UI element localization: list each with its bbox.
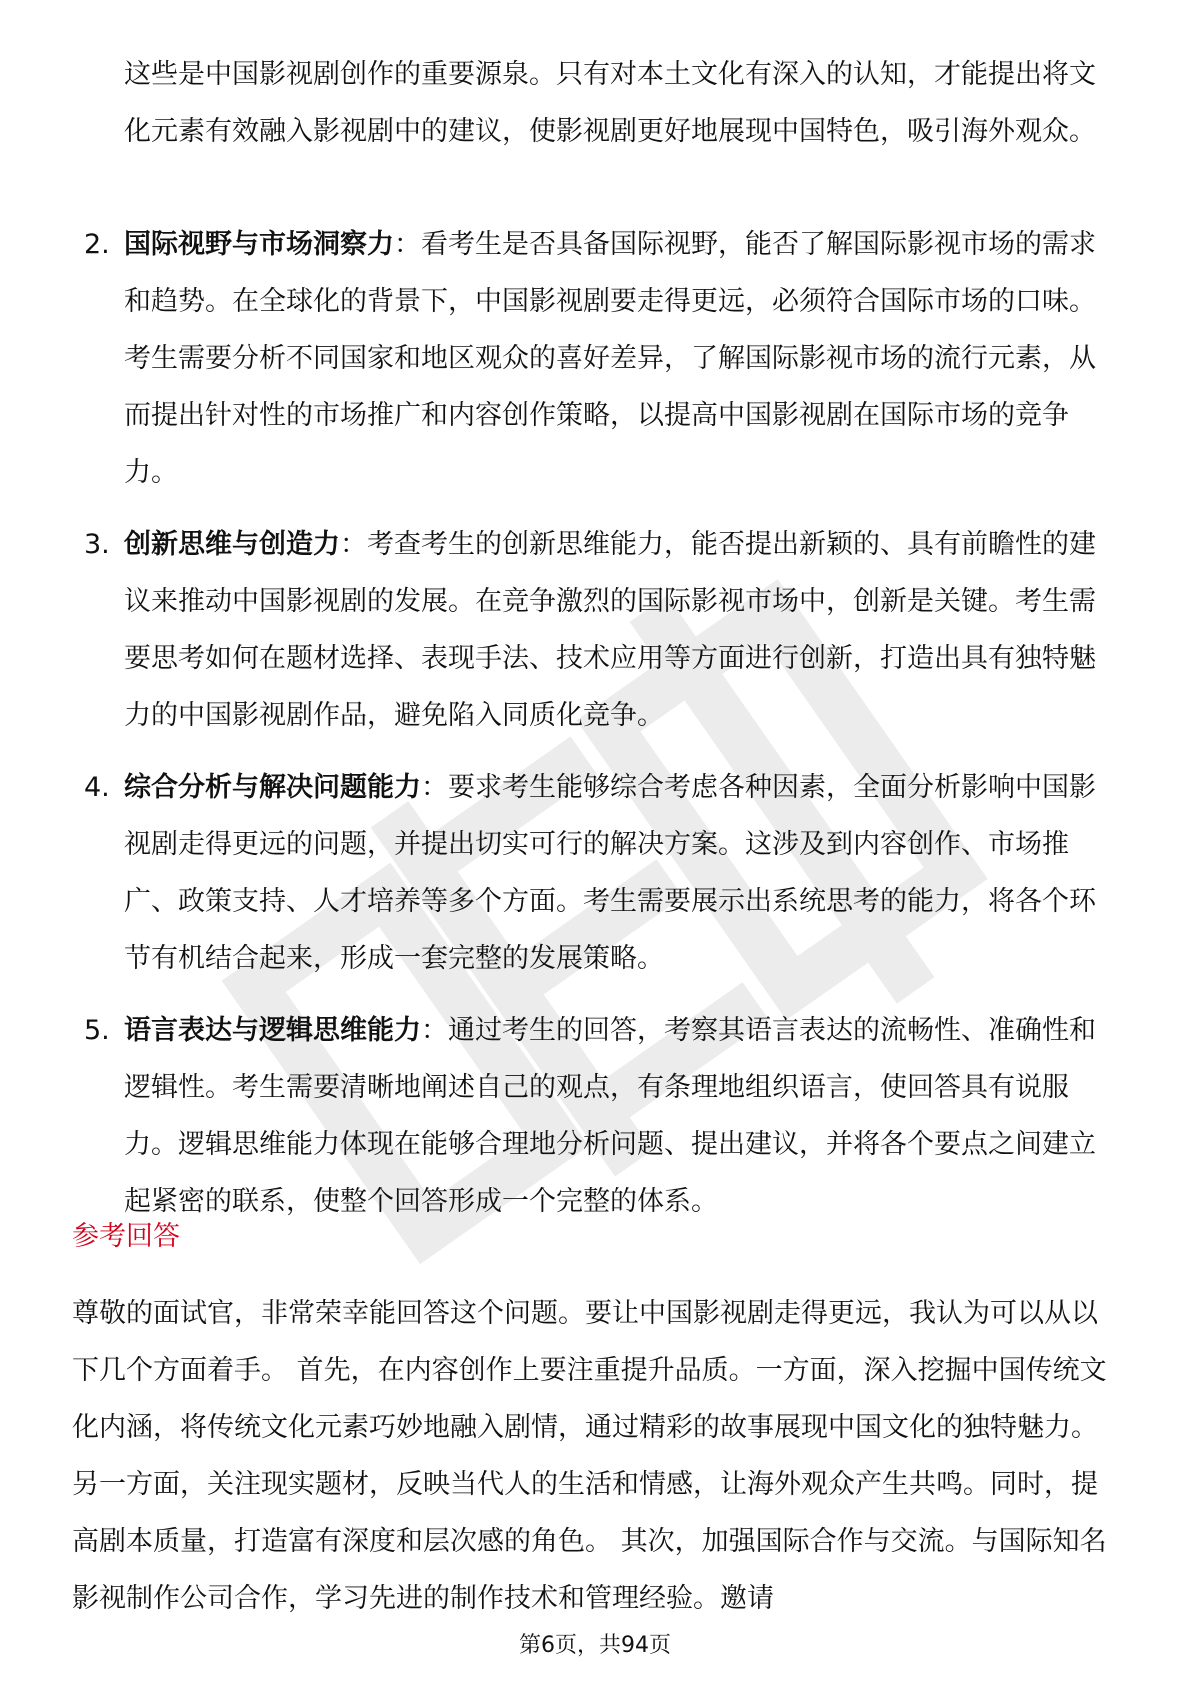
list-item-title: 创新思维与创造力 bbox=[124, 529, 340, 560]
answer-paragraph: 尊敬的面试官，非常荣幸能回答这个问题。要让中国影视剧走得更远，我认为可以从以下几个方面着手。 首先，在内容创作上要注重提升品质。一方面，深入挖掘中国传统文化内涵，将传统文化元素巧妙地融入剧情，通过精彩的故事展现中国文化的独特魅力。另一方面，关注现实题材，反映当代人的生活和情感，让海外观众产生共鸣。同时，提高剧本质量，打造富有深度和层次感的角色。 其次，加强国际合作与交流。与国际知名影视制作公司合作，学习先进的制作技术和管理经验。邀请 bbox=[72, 1298, 1107, 1614]
list-item-title: 综合分析与解决问题能力 bbox=[124, 772, 421, 803]
section-heading: 参考回答 bbox=[72, 1221, 180, 1252]
list-item-separator: ： bbox=[394, 229, 421, 260]
list-item-body: 看考生是否具备国际视野，能否了解国际影视市场的需求和趋势。在全球化的背景下，中国影视剧要走得更远，必须符合国际市场的口味。考生需要分析不同国家和地区观众的喜好差异，了解国际影视市场的流行元素，从而提出针对性的市场推广和内容创作策略，以提高中国影视剧在国际市场的竞争力。 bbox=[124, 229, 1096, 488]
list-item bbox=[0, 216, 1114, 501]
page-number-footer: 第6页，共94页 bbox=[519, 1633, 671, 1658]
list-item-separator: ： bbox=[340, 529, 367, 560]
list-item bbox=[0, 759, 1114, 987]
list-item bbox=[0, 1002, 1114, 1230]
list-item-title: 国际视野与市场洞察力 bbox=[124, 229, 394, 260]
list-item-body: 考查考生的创新思维能力，能否提出新颖的、具有前瞻性的建议来推动中国影视剧的发展。在竞争激烈的国际影视市场中，创新是关键。考生需要思考如何在题材选择、表现手法、技术应用等方面进行创新，打造出具有独特魅力的中国影视剧作品，避免陷入同质化竞争。 bbox=[124, 529, 1096, 731]
list-item-number: 2. bbox=[84, 229, 110, 260]
list-item-body: 要求考生能够综合考虑各种因素，全面分析影响中国影视剧走得更远的问题，并提出切实可行的解决方案。这涉及到内容创作、市场推广、政策支持、人才培养等多个方面。考生需要展示出系统思考的能力，将各个环节有机结合起来，形成一套完整的发展策略。 bbox=[124, 772, 1096, 974]
list-item-title: 语言表达与逻辑思维能力 bbox=[124, 1015, 421, 1046]
list-item-number: 4. bbox=[84, 772, 110, 803]
list-item bbox=[0, 516, 1114, 744]
intro-paragraph: 这些是中国影视剧创作的重要源泉。只有对本土文化有深入的认知，才能提出将文化元素有效融入影视剧中的建议，使影视剧更好地展现中国特色，吸引海外观众。 bbox=[124, 59, 1096, 147]
list-item-number: 5. bbox=[84, 1015, 110, 1046]
list-item-number: 3. bbox=[84, 529, 110, 560]
criteria-list bbox=[0, 216, 1190, 1245]
list-item-separator: ： bbox=[421, 772, 448, 803]
list-item-separator: ： bbox=[421, 1015, 448, 1046]
list-item-body: 通过考生的回答，考察其语言表达的流畅性、准确性和逻辑性。考生需要清晰地阐述自己的观点，有条理地组织语言，使回答具有说服力。逻辑思维能力体现在能够合理地分析问题、提出建议，并将各个要点之间建立起紧密的联系，使整个回答形成一个完整的体系。 bbox=[124, 1015, 1096, 1217]
